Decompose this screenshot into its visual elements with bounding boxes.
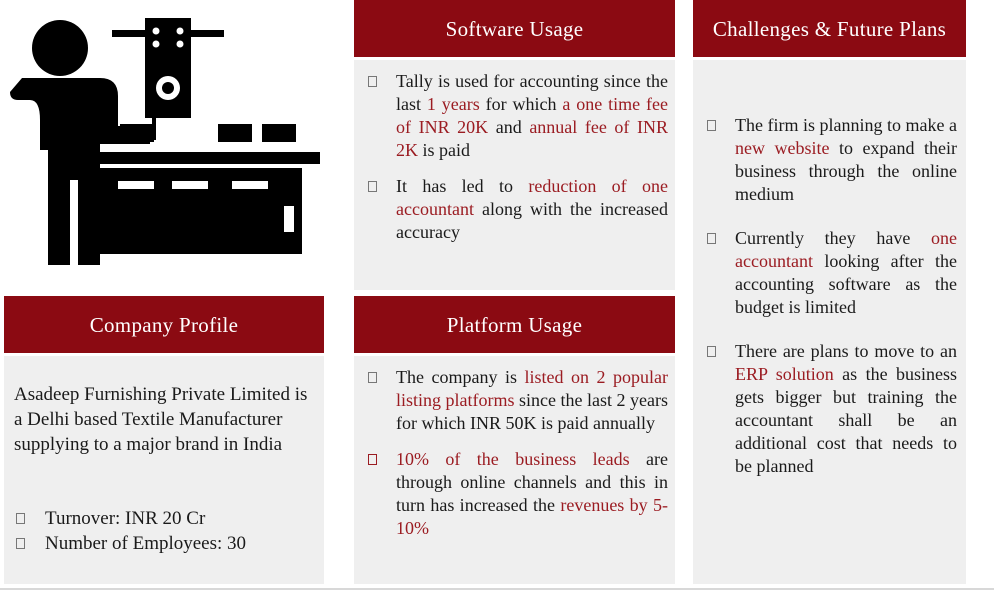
company-description: Asadeep Furnishing Private Limited is a Delhi based Textile Manufacturer supplying to a major brand in India [14, 384, 308, 455]
bullet-square-icon [16, 538, 25, 549]
bullet-square-icon [16, 513, 25, 524]
list-item: There are plans to move to an ERP solution as the business gets bigger but training the accountant shall be an additional cost that needs to be planned [705, 340, 957, 478]
bottom-divider [0, 588, 994, 590]
software-usage-title: Software Usage [445, 16, 584, 41]
challenges-panel [693, 60, 966, 584]
list-item: The company is listed on 2 popular listing platforms since the last 2 years for which INR 50K is paid annually [366, 366, 668, 435]
challenges-title: Challenges & Future Plans [712, 16, 947, 41]
platform-usage-title: Platform Usage [446, 312, 583, 337]
bullet-square-icon [368, 181, 377, 192]
bullet-square-icon [707, 233, 716, 244]
list-item: Turnover: INR 20 Cr [14, 506, 319, 531]
list-item: It has led to reduction of one accountant along with the increased accuracy [366, 175, 668, 244]
company-facts-list [14, 506, 319, 556]
software-usage-panel [354, 60, 675, 290]
list-item: 10% of the business leads are through online channels and this in turn has increased the revenues by 5-10% [366, 448, 668, 540]
platform-usage-header [354, 296, 675, 353]
challenges-list [705, 114, 957, 478]
machine-table-body [88, 168, 302, 254]
machine-table-top [88, 152, 320, 164]
bullet-square-icon [368, 454, 377, 465]
platform-usage-list [366, 366, 668, 540]
bullet-square-icon [368, 372, 377, 383]
list-item: Tally is used for accounting since the last 1 years for which a one time fee of INR 20K and annual fee of INR 2K is paid [366, 70, 668, 162]
machine-head [145, 18, 191, 118]
list-item: Number of Employees: 30 [14, 531, 319, 556]
company-profile-panel [4, 356, 324, 584]
software-usage-list [366, 70, 668, 244]
challenges-header [693, 0, 966, 57]
company-profile-header [4, 296, 324, 353]
bullet-square-icon [707, 120, 716, 131]
list-item: The firm is planning to make a new website to expand their business through the online medium [705, 114, 957, 206]
bullet-square-icon [368, 76, 377, 87]
factory-worker-icon [0, 0, 330, 285]
bullet-square-icon [707, 346, 716, 357]
platform-usage-panel [354, 356, 675, 584]
worker-head [32, 20, 88, 76]
software-usage-header [354, 0, 675, 57]
list-item: Currently they have one accountant looking after the accounting software as the budget is limited [705, 227, 957, 319]
company-profile-title: Company Profile [89, 312, 239, 337]
